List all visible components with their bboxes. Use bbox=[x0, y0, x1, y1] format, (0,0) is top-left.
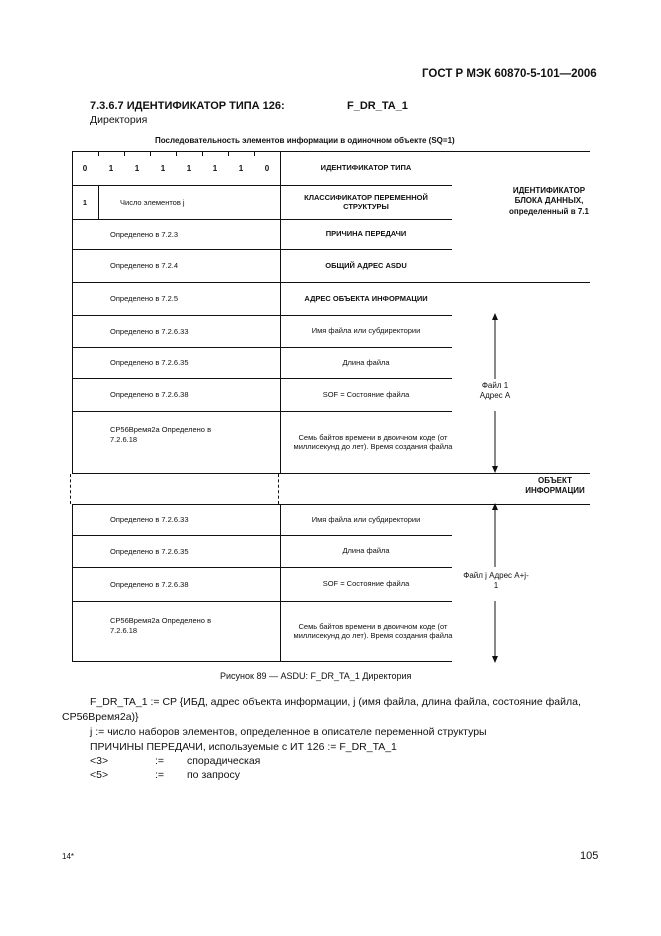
lof-ref-j: Определено в 7.2.6.35 bbox=[110, 546, 189, 556]
file-status-cell: SOF = Состояние файла bbox=[322, 389, 410, 399]
creation-time-cell-j: Семь байтов времени в двоичном коде (от миллисекунд до лет). Время создания файла bbox=[293, 621, 453, 640]
ioa-ref: Определено в 7.2.5 bbox=[110, 294, 179, 303]
sof-ref-j: Определено в 7.2.6.38 bbox=[110, 579, 189, 589]
bit-6: 1 bbox=[134, 164, 140, 173]
body-line-4: ПРИЧИНЫ ПЕРЕДАЧИ, используемые с ИТ 126 := F_DR_TA_1 bbox=[90, 741, 397, 753]
file-length-cell: Длина файла bbox=[342, 357, 390, 367]
section-code: F_DR_TA_1 bbox=[347, 100, 408, 112]
standard-header: ГОСТ Р МЭК 60870-5-101—2006 bbox=[422, 68, 597, 80]
ca-ref: Определено в 7.2.4 bbox=[110, 261, 179, 270]
data-unit-identifier-label: ИДЕНТИФИКАТОР БЛОКА ДАННЫХ, определенный в 7.1 bbox=[509, 186, 589, 216]
common-address-cell: ОБЩИЙ АДРЕС ASDU bbox=[325, 260, 407, 270]
time-ref: CP56Время2а Определено в 7.2.6.18 bbox=[110, 425, 212, 444]
type-identifier-cell: ИДЕНТИФИКАТОР ТИПА bbox=[320, 163, 412, 173]
section-title: 7.3.6.7 ИДЕНТИФИКАТОР ТИПА 126: bbox=[90, 100, 285, 112]
file-name-cell: Имя файла или субдиректории bbox=[311, 326, 421, 336]
element-count: Число элементов j bbox=[120, 197, 185, 207]
bit-3: 1 bbox=[212, 164, 218, 173]
sof-ref: Определено в 7.2.6.38 bbox=[110, 390, 189, 399]
cot-text-5: по запросу bbox=[187, 769, 240, 781]
cause-of-transmission-cell: ПРИЧИНА ПЕРЕДАЧИ bbox=[325, 229, 407, 239]
file-status-cell-j: SOF = Состояние файла bbox=[322, 579, 410, 589]
filej-bracket-arrow bbox=[485, 503, 505, 663]
bit-7: 1 bbox=[108, 164, 114, 173]
creation-time-cell: Семь байтов времени в двоичном коде (от миллисекунд до лет). Время создания файла bbox=[293, 432, 453, 451]
page-number: 105 bbox=[580, 850, 599, 862]
cot-sep-5: := bbox=[155, 769, 165, 781]
body-line-3: j := число наборов элементов, определенное в описателе переменной структуры bbox=[90, 726, 487, 738]
file-length-cell-j: Длина файла bbox=[342, 546, 390, 556]
cot-text-3: спорадическая bbox=[187, 755, 261, 767]
file1-label: Файл 1 Адрес А bbox=[479, 381, 511, 401]
bit-5: 1 bbox=[160, 164, 166, 173]
filej-label: Файл j Адрес А+j-1 bbox=[463, 571, 529, 591]
cot-sep-3: := bbox=[155, 755, 165, 767]
nof-ref-j: Определено в 7.2.6.33 bbox=[110, 515, 189, 524]
bit-8: 0 bbox=[82, 164, 88, 173]
sq-bit: 1 bbox=[82, 197, 88, 207]
time-ref-j: CP56Время2а Определено в 7.2.6.18 bbox=[110, 616, 212, 635]
file1-bracket-arrow bbox=[485, 313, 505, 473]
file-name-cell-j: Имя файла или субдиректории bbox=[311, 514, 421, 524]
lof-ref: Определено в 7.2.6.35 bbox=[110, 358, 189, 367]
footer-mark: 14* bbox=[62, 852, 75, 861]
bit-4: 1 bbox=[186, 164, 192, 173]
bit-2: 1 bbox=[238, 164, 244, 173]
cot-ref: Определено в 7.2.3 bbox=[110, 229, 179, 239]
body-line-2: CP56Время2а)} bbox=[62, 711, 139, 723]
cot-code-3: <3> bbox=[90, 755, 109, 767]
section-subtitle: Директория bbox=[90, 114, 148, 126]
info-object-address-cell: АДРЕС ОБЪЕКТА ИНФОРМАЦИИ bbox=[304, 293, 428, 303]
bit-1: 0 bbox=[264, 164, 270, 173]
figure-caption: Рисунок 89 — ASDU: F_DR_TA_1 Директория bbox=[220, 671, 412, 681]
diagram-title: Последовательность элементов информации в одиночном объекте (SQ=1) bbox=[155, 136, 455, 145]
nof-ref: Определено в 7.2.6.33 bbox=[110, 326, 189, 336]
cot-code-5: <5> bbox=[90, 769, 109, 781]
info-object-label: ОБЪЕКТ ИНФОРМАЦИИ bbox=[525, 476, 585, 496]
variable-structure-cell: КЛАССИФИКАТОР ПЕРЕМЕННОЙ СТРУКТУРЫ bbox=[304, 192, 428, 211]
body-line-1: F_DR_TA_1 := CP {ИБД, адрес объекта информации, j (имя файла, длина файла, состояние файла, bbox=[90, 696, 581, 708]
